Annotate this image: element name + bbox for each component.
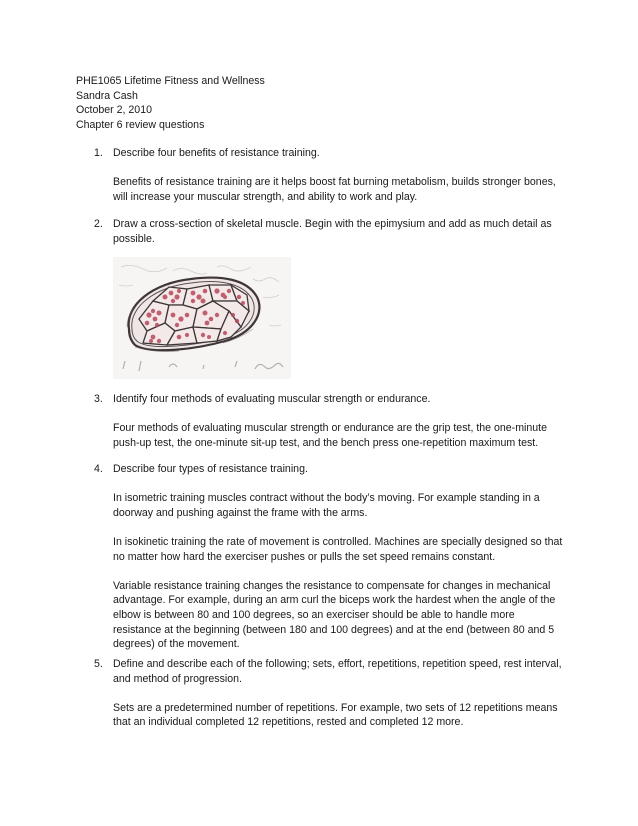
answer	[113, 421, 565, 450]
question-number: 1.	[94, 147, 103, 159]
answer-paragraph: Sets are a predetermined number of repetitions. For example, two sets of 12 repetitions means that an individual completed 12 repetitions, rested and completed 12 more.	[113, 701, 558, 729]
answer-paragraph: In isokinetic training the rate of movement is controlled. Machines are specially designed so that no matter how hard the exerciser pushes or pulls the set speed remains constant.	[113, 535, 563, 563]
answer-paragraph: Four methods of evaluating muscular strength or endurance are the grip test, the one-minute push-up test, the one-minute sit-up test, and the bench press one-repetition maximum test.	[113, 422, 547, 449]
answer-paragraph: Benefits of resistance training are it helps boost fat burning metabolism, builds stronger bones, will increase your muscular strength, and ability to work and play.	[113, 176, 556, 203]
document-date: October 2, 2010	[76, 104, 152, 117]
question-4	[94, 462, 564, 652]
answer	[113, 175, 565, 204]
question-5	[94, 657, 564, 730]
question-number: 4.	[94, 463, 103, 475]
question-number: 2.	[94, 218, 103, 230]
student-name: Sandra Cash	[76, 89, 138, 102]
course-title: PHE1065 Lifetime Fitness and Wellness	[76, 75, 265, 87]
question-text: Describe four types of resistance training.	[113, 463, 308, 475]
question-2	[94, 217, 564, 246]
question-number: 3.	[94, 393, 103, 405]
question-text: Describe four benefits of resistance training.	[113, 147, 320, 159]
muscle-cross-section-drawing	[113, 257, 291, 379]
answer-paragraph: In isometric training muscles contract without the body’s moving. For example standing in a doorway and pushing against the frame with the arms.	[113, 492, 540, 519]
answer	[113, 701, 565, 730]
question-text: Identify four methods of evaluating muscular strength or endurance.	[113, 393, 431, 405]
question-number: 5.	[94, 658, 103, 670]
answer	[113, 491, 565, 652]
question-text: Draw a cross-section of skeletal muscle. Begin with the epimysium and add as much detail as possible.	[113, 218, 552, 245]
question-text: Define and describe each of the following; sets, effort, repetitions, repetition speed, rest interval, and method of progression.	[113, 658, 562, 685]
question-1	[94, 146, 564, 204]
document-header	[76, 74, 556, 132]
document-subject: Chapter 6 review questions	[76, 118, 205, 131]
question-3	[94, 392, 564, 450]
answer-paragraph: Variable resistance training changes the resistance to compensate for changes in mechanical advantage. For example, during an arm curl the biceps work the hardest when the angle of the elbow is between 80 and 100 degrees, so an exerciser should be able to handle more resistance at the beginning (between 180 and 100 degrees) and at the end (between 80 and 5 degrees) of the movement.	[113, 579, 556, 651]
